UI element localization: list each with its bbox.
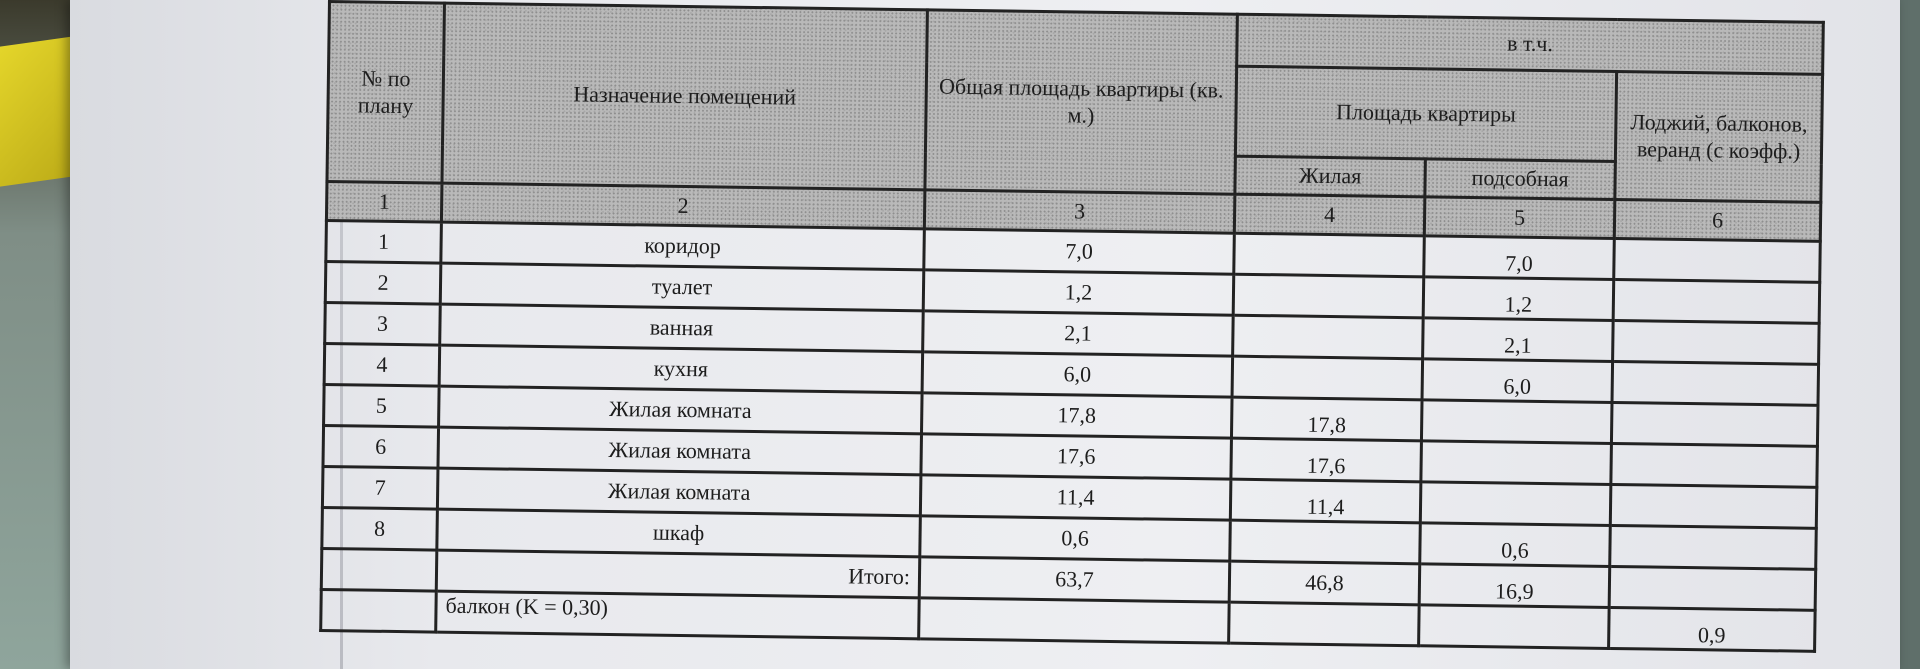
room-living-area: [1233, 274, 1424, 318]
room-aux-area: 0,6: [1420, 523, 1611, 567]
room-aux-area: [1420, 482, 1611, 526]
column-number: 5: [1424, 197, 1615, 239]
header-including: в т.ч.: [1237, 14, 1824, 74]
room-name: шкаф: [437, 509, 921, 557]
room-name: ванная: [440, 304, 924, 352]
room-total-area: 0,6: [920, 516, 1231, 561]
room-number: 4: [324, 343, 440, 386]
header-room-purpose: Назначение помещений: [442, 3, 927, 190]
header-apartment-area: Площадь квартиры: [1235, 66, 1616, 161]
room-aux-area: [1421, 400, 1612, 444]
room-total-area: 11,4: [920, 475, 1231, 520]
room-balcony-area: [1611, 443, 1818, 487]
room-aux-area: 7,0: [1424, 236, 1615, 280]
room-total-area: 6,0: [922, 352, 1233, 397]
totals-living-area: 46,8: [1229, 561, 1420, 605]
room-total-area: 17,6: [921, 434, 1232, 479]
room-aux-area: 1,2: [1423, 277, 1614, 321]
room-living-area: 11,4: [1230, 479, 1421, 523]
room-living-area: 17,8: [1231, 397, 1422, 441]
apartment-area-table-wrapper: [319, 0, 1822, 653]
room-number: 1: [326, 220, 442, 263]
room-aux-area: [1421, 441, 1612, 485]
balcony-empty-cell: [321, 589, 437, 632]
room-name: Жилая комната: [439, 386, 923, 434]
balcony-label: балкон (K = 0,30): [436, 591, 920, 639]
room-aux-area: 2,1: [1423, 318, 1614, 362]
room-name: Жилая комната: [438, 427, 922, 475]
balcony-total-area: [919, 598, 1230, 643]
room-number: 6: [323, 425, 439, 468]
balcony-aux-area: [1419, 605, 1610, 649]
room-balcony-area: [1610, 525, 1817, 569]
room-number: 8: [322, 507, 438, 550]
room-aux-area: 6,0: [1422, 359, 1613, 403]
room-living-area: [1233, 315, 1424, 359]
column-number: 6: [1614, 199, 1821, 241]
room-number: 2: [325, 261, 441, 304]
totals-aux-area: 16,9: [1419, 564, 1610, 608]
balcony-living-area: [1229, 602, 1420, 646]
totals-total-area: 63,7: [919, 557, 1230, 602]
room-balcony-area: [1613, 279, 1820, 323]
room-name: кухня: [439, 345, 923, 393]
header-total-area: Общая площадь квартиры (кв. м.): [925, 10, 1237, 194]
room-balcony-area: [1612, 361, 1819, 405]
totals-balcony-area: [1609, 566, 1816, 610]
totals-empty-cell: [321, 548, 437, 591]
room-total-area: 1,2: [923, 270, 1234, 315]
balcony-value: 0,9: [1609, 607, 1816, 651]
room-living-area: [1234, 233, 1425, 277]
column-number: 3: [924, 190, 1235, 233]
room-total-area: 7,0: [924, 229, 1235, 274]
apartment-area-table: [319, 0, 1825, 653]
column-number: 2: [441, 183, 924, 229]
header-plan-number: № по плану: [327, 2, 445, 184]
room-balcony-area: [1613, 320, 1820, 364]
room-living-area: 17,6: [1231, 438, 1422, 482]
room-living-area: [1232, 356, 1423, 400]
room-total-area: 2,1: [923, 311, 1234, 356]
room-living-area: [1230, 520, 1421, 564]
room-balcony-area: [1614, 238, 1821, 282]
column-number: 1: [326, 182, 442, 223]
room-number: 7: [322, 466, 438, 509]
room-total-area: 17,8: [922, 393, 1233, 438]
room-name: Жилая комната: [437, 468, 921, 516]
room-name: коридор: [441, 222, 925, 270]
room-number: 3: [325, 302, 441, 345]
room-balcony-area: [1610, 484, 1817, 528]
room-name: туалет: [440, 263, 924, 311]
room-number: 5: [324, 384, 440, 427]
header-auxiliary: подсобная: [1425, 159, 1616, 200]
header-balconies: Лоджий, балконов, веранд (с коэфф.): [1615, 71, 1823, 202]
column-number: 4: [1234, 194, 1425, 236]
room-balcony-area: [1611, 402, 1818, 446]
header-living: Жилая: [1235, 156, 1426, 197]
totals-label: Итого:: [436, 550, 920, 598]
